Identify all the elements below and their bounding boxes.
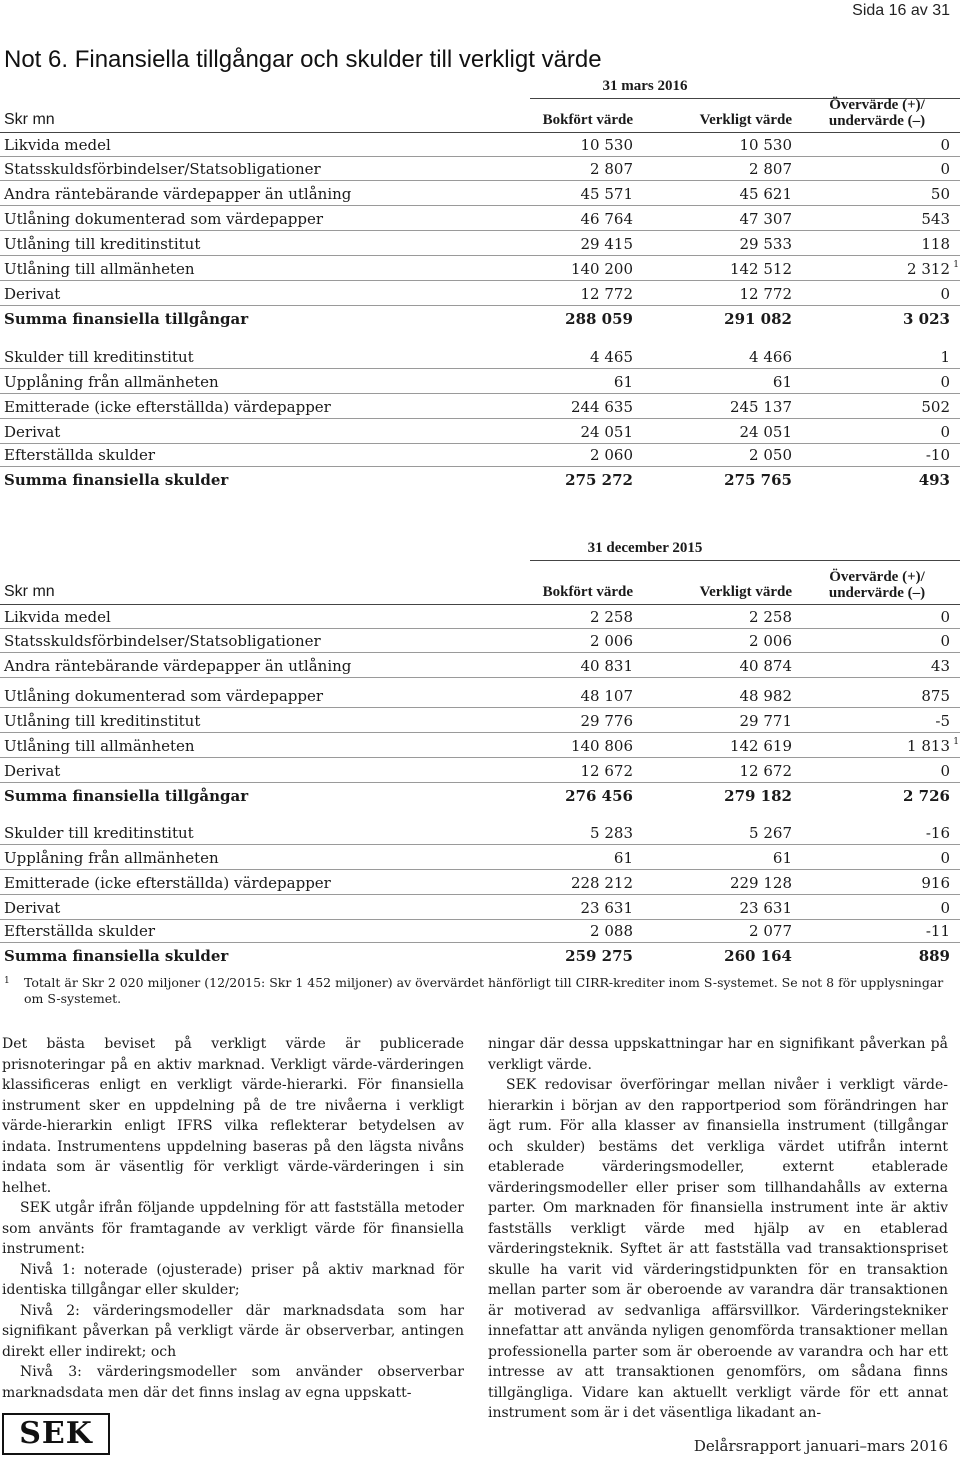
difference-cell: 0 [940,423,950,441]
row-label: Statsskuldsförbindelser/Statsobligationer [4,160,321,178]
difference-cell: 0 [940,849,950,867]
fair-value-cell: 275 765 [724,471,792,489]
row-label: Summa finansiella tillgångar [4,310,249,328]
table-row [0,206,960,231]
table-period: 31 mars 2016 [602,78,688,94]
fair-value-cell: 24 051 [739,423,792,441]
row-label: Utlåning till kreditinstitut [4,712,201,730]
header-book-value: Bokfört värde [542,584,633,600]
row-label: Summa finansiella skulder [4,471,229,489]
fair-value-cell: 40 874 [739,657,792,675]
row-label: Andra räntebärande värdepapper än utlåning [4,657,352,675]
table-row [0,653,960,678]
book-value-cell: 45 571 [580,185,633,203]
difference-cell: 916 [921,874,950,892]
book-value-cell: 23 631 [580,899,633,917]
book-value-cell: 259 275 [565,947,633,965]
row-label: Emitterade (icke efterställda) värdepapper [4,874,331,892]
table-total-row [0,783,960,807]
table-total-row [0,306,960,330]
fair-value-cell: 10 530 [739,136,792,154]
row-label: Likvida medel [4,136,111,154]
fair-value-cell: 61 [772,849,792,867]
book-value-cell: 40 831 [580,657,633,675]
table-row [0,708,960,733]
difference-cell: -11 [925,922,950,940]
difference-cell: 2 726 [903,787,950,805]
table-row [0,394,960,419]
body-paragraph: Nivå 1: noterade (ojusterade) priser på aktiv marknad för identiska tillgångar eller skulder; [2,1261,464,1298]
footnote-ref: 1 [953,260,959,270]
header-unit: Skr mn [4,111,55,128]
difference-cell: 3 023 [903,310,950,328]
difference-cell: 0 [940,285,950,303]
row-label: Andra räntebärande värdepapper än utlåning [4,185,352,203]
table-row [0,132,960,157]
book-value-cell: 2 088 [590,922,633,940]
fair-value-cell: 2 077 [749,922,792,940]
book-value-cell: 5 283 [590,824,633,842]
row-label: Efterställda skulder [4,922,156,940]
table-header [0,88,960,133]
difference-cell: 502 [921,398,950,416]
difference-cell: 0 [940,136,950,154]
difference-cell: 0 [940,160,950,178]
fair-value-cell: 245 137 [729,398,792,416]
row-label: Derivat [4,423,61,441]
footnote-ref: 1 [953,737,959,747]
book-value-cell: 24 051 [580,423,633,441]
difference-cell: 2 312 1 [907,260,959,278]
book-value-cell: 12 772 [580,285,633,303]
difference-cell: 0 [940,632,950,650]
fair-value-cell: 12 772 [739,285,792,303]
book-value-cell: 244 635 [570,398,633,416]
difference-cell: 43 [930,657,950,675]
difference-cell: 875 [921,687,950,705]
fair-value-cell: 23 631 [739,899,792,917]
row-label: Emitterade (icke efterställda) värdepapper [4,398,331,416]
difference-cell: 0 [940,762,950,780]
table-row [0,733,960,758]
book-value-cell: 275 272 [565,471,633,489]
book-value-cell: 2 006 [590,632,633,650]
difference-cell: -10 [925,446,950,464]
difference-cell: 0 [940,373,950,391]
book-value-cell: 2 258 [590,608,633,626]
fair-value-cell: 45 621 [739,185,792,203]
fair-value-cell: 229 128 [729,874,792,892]
difference-cell: 118 [921,235,950,253]
table-row [0,683,960,708]
book-value-cell: 2 060 [590,446,633,464]
difference-cell: -16 [925,824,950,842]
row-label: Upplåning från allmänheten [4,849,219,867]
book-value-cell: 29 776 [580,712,633,730]
body-paragraph: Det bästa beviset på verkligt värde är publicerade prisnoteringar på en aktiv marknad. Verkligt värde-värderingen klassificeras enligt en verkligt värde-hierarki. För finansiella instrument sker en uppdelning på de tre nivåerna i verkligt värde-hierarkin enligt IFRS vilka reflekterar betydelsen av indata. Instrumentens uppdelning baseras på den lägsta nivåns indata som är väsentlig för verkligt värde-värderingen i sin helhet. [2,1036,464,1196]
fair-value-cell: 279 182 [724,787,792,805]
body-paragraph: Nivå 2: värderingsmodeller där marknadsdata som har signifikant påverkan på verkligt värde är observerbar, antingen direkt eller indirekt; och [2,1302,464,1360]
book-value-cell: 140 200 [570,260,633,278]
fair-value-cell: 291 082 [724,310,792,328]
row-label: Likvida medel [4,608,111,626]
fair-value-cell: 12 672 [739,762,792,780]
book-value-cell: 2 807 [590,160,633,178]
difference-cell: 0 [940,899,950,917]
row-label: Statsskuldsförbindelser/Statsobligationer [4,632,321,650]
difference-cell: -5 [935,712,950,730]
row-label: Utlåning dokumenterad som värdepapper [4,210,324,228]
row-label: Derivat [4,762,61,780]
footnote-text: Totalt är Skr 2 020 miljoner (12/2015: Skr 1 452 miljoner) av övervärdet hänförligt till CIRR-krediter inom S-systemet. Se not 8 för upplysningar om S-systemet. [24,975,944,1006]
book-value-cell: 12 672 [580,762,633,780]
body-paragraph: Nivå 3: värderingsmodeller som använder observerbar marknadsdata men där det finns inslag av egna uppskatt- [2,1364,464,1401]
book-value-cell: 276 456 [565,787,633,805]
row-label: Summa finansiella skulder [4,947,229,965]
difference-cell: 493 [918,471,950,489]
book-value-cell: 4 465 [590,348,633,366]
footnote [4,975,944,1007]
row-label: Utlåning till allmänheten [4,260,195,278]
table-row [0,156,960,181]
book-value-cell: 10 530 [580,136,633,154]
fair-value-cell: 29 771 [739,712,792,730]
difference-cell: 0 [940,608,950,626]
fair-value-cell: 2 258 [749,608,792,626]
book-value-cell: 29 415 [580,235,633,253]
difference-cell: 1 [940,348,950,366]
header-fair-value: Verkligt värde [699,112,792,128]
sek-logo: SEK [2,1413,110,1455]
table-row [0,918,960,943]
fair-value-cell: 2 050 [749,446,792,464]
table-row [0,231,960,256]
row-label: Utlåning till kreditinstitut [4,235,201,253]
row-label: Summa finansiella tillgångar [4,787,249,805]
book-value-cell: 288 059 [565,310,633,328]
body-paragraph: ningar där dessa uppskattningar har en signifikant påverkan på verkligt värde. [488,1036,948,1073]
fair-value-cell: 142 512 [729,260,792,278]
fair-value-cell: 4 466 [749,348,792,366]
page-number: Sida 16 av 31 [852,2,950,19]
table-row [0,604,960,629]
table-total-row [0,467,960,491]
body-paragraph: SEK utgår ifrån följande uppdelning för att fastställa metoder som använts för framtagande av verkligt värde för finansiella instrument: [2,1200,464,1257]
row-label: Efterställda skulder [4,446,156,464]
table-row [0,181,960,206]
footnote-mark: 1 [4,976,10,986]
table-row [0,870,960,895]
fair-value-cell: 48 982 [739,687,792,705]
book-value-cell: 48 107 [580,687,633,705]
note-title: Not 6. Finansiella tillgångar och skulder till verkligt värde [4,46,602,73]
row-label: Upplåning från allmänheten [4,373,219,391]
row-label: Utlåning till allmänheten [4,737,195,755]
book-value-cell: 46 764 [580,210,633,228]
body-text-right [488,1034,948,1424]
header-book-value: Bokfört värde [542,112,633,128]
row-label: Derivat [4,899,61,917]
table-period: 31 december 2015 [587,540,703,556]
table-total-row [0,943,960,967]
table-row [0,256,960,281]
header-unit: Skr mn [4,583,55,600]
row-label: Derivat [4,285,61,303]
fair-value-cell: 142 619 [729,737,792,755]
table-row [0,419,960,444]
row-label: Utlåning dokumenterad som värdepapper [4,687,324,705]
difference-cell: 1 813 1 [907,737,959,755]
difference-cell: 889 [918,947,950,965]
header-fair-value: Verkligt värde [699,584,792,600]
table-header [0,560,960,605]
table-row [0,344,960,369]
table-row [0,820,960,845]
row-label: Skulder till kreditinstitut [4,824,194,842]
table-row [0,895,960,920]
book-value-cell: 61 [613,373,633,391]
difference-cell: 50 [930,185,950,203]
table-row [0,369,960,394]
table-row [0,758,960,783]
fair-value-cell: 2 807 [749,160,792,178]
fair-value-cell: 29 533 [739,235,792,253]
difference-cell: 543 [921,210,950,228]
header-difference: Övervärde (+)/ undervärde (–) [828,569,926,601]
table-row [0,281,960,306]
fair-value-cell: 2 006 [749,632,792,650]
header-difference: Övervärde (+)/ undervärde (–) [828,97,926,129]
report-footer: Delårsrapport januari–mars 2016 [693,1437,948,1455]
table-row [0,442,960,467]
table-row [0,845,960,870]
book-value-cell: 228 212 [570,874,633,892]
book-value-cell: 140 806 [570,737,633,755]
fair-value-cell: 61 [772,373,792,391]
body-paragraph: SEK redovisar överföringar mellan nivåer i verkligt värde-hierarkin i början av den rapportperiod som förändringen har ägt rum. För alla klasser av finansiella instrument (tillgångar och skulder) bestäms det verkliga värdet utifrån internt etablerade värderingsmodeller, externt etablerade värderingsmodeller eller priser som tillhandahålls av externa parter. Om marknaden för finansiella instrument inte är aktiv fastställs verkligt värde med hjälp av en etablerad värderingsteknik. Syftet är att fastställa vad transaktionspriset skulle ha varit vid värderingstidpunkten för en transaktion mellan parter som är oberoende av varandra där transaktionen är motiverad av sedvanliga affärsvillkor. Värderingstekniker innefattar att använda nyligen genomförda transaktioner mellan professionella parter som är oberoende av varandra och har ett intresse av att transaktionen genomförs, om sådana finns tillgängliga. Vidare kan aktuellt verkligt värde för ett annat instrument som är i det väsentliga likadant an- [488,1077,948,1421]
fair-value-cell: 5 267 [749,824,792,842]
body-text-left [2,1034,464,1403]
table-row [0,628,960,653]
fair-value-cell: 47 307 [739,210,792,228]
book-value-cell: 61 [613,849,633,867]
fair-value-cell: 260 164 [724,947,792,965]
row-label: Skulder till kreditinstitut [4,348,194,366]
